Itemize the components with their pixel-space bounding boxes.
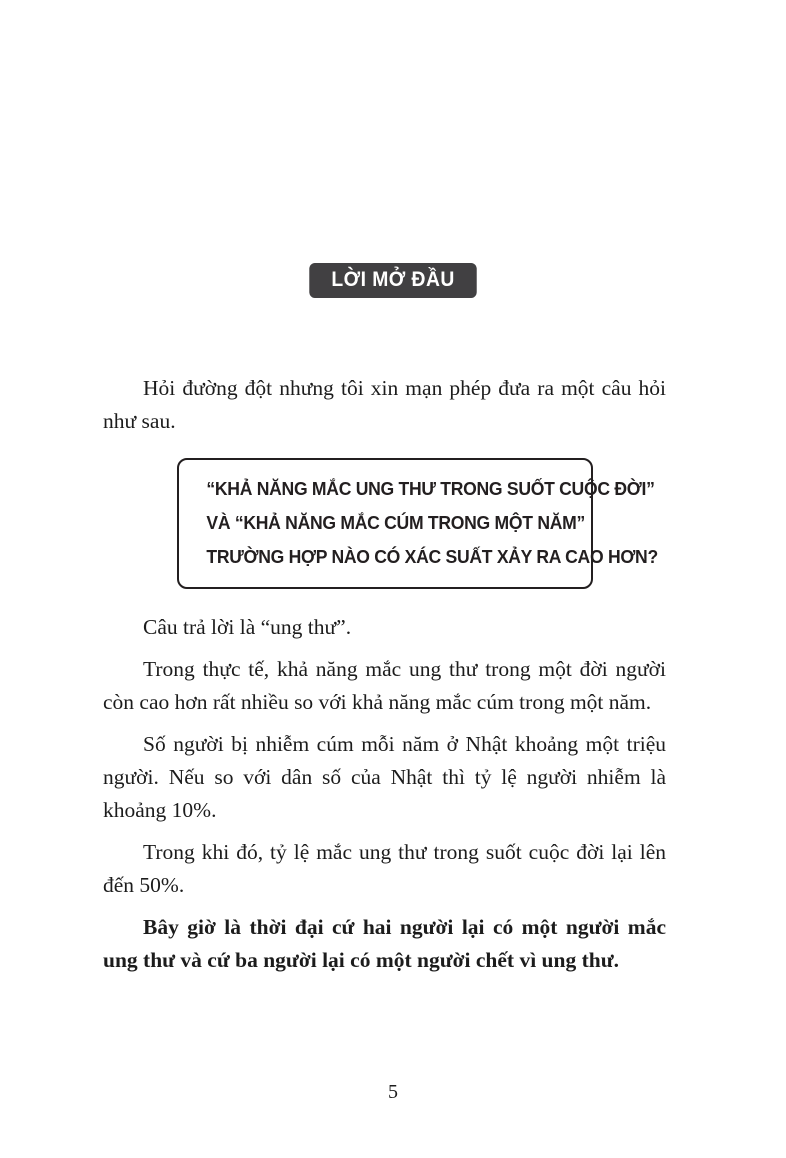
- page-content: [103, 372, 666, 986]
- paragraph-emphasis: Bây giờ là thời đại cứ hai người lại có một người mắc ung thư và cứ ba người lại có một người chết vì ung thư.: [103, 915, 666, 972]
- page-number: 5: [388, 1081, 398, 1103]
- callout-line: TRƯỜNG HỢP NÀO CÓ XÁC SUẤT XẢY RA CAO HƠN?: [205, 546, 658, 567]
- paragraph-cancer-stats: Trong khi đó, tỷ lệ mắc ung thư trong suốt cuộc đời lại lên đến 50%.: [103, 840, 666, 897]
- callout-line: “KHẢ NĂNG MẮC UNG THƯ TRONG SUỐT CUỘC ĐỜI”: [205, 478, 655, 499]
- chapter-badge-container: [0, 263, 786, 298]
- callout-box: [177, 458, 658, 589]
- chapter-badge: LỜI MỞ ĐẦU: [309, 263, 477, 298]
- paragraph-intro: Hỏi đường đột nhưng tôi xin mạn phép đưa ra một câu hỏi như sau.: [103, 376, 666, 433]
- callout-line: VÀ “KHẢ NĂNG MẮC CÚM TRONG MỘT NĂM”: [205, 512, 585, 533]
- paragraph-fact: Trong thực tế, khả năng mắc ung thư trong một đời người còn cao hơn rất nhiều so với khả năng mắc cúm trong một năm.: [103, 657, 666, 714]
- paragraph-flu-stats: Số người bị nhiễm cúm mỗi năm ở Nhật khoảng một triệu người. Nếu so với dân số của Nhật thì tỷ lệ người nhiễm là khoảng 10%.: [103, 732, 666, 822]
- paragraph-answer: Câu trả lời là “ung thư”.: [143, 615, 352, 639]
